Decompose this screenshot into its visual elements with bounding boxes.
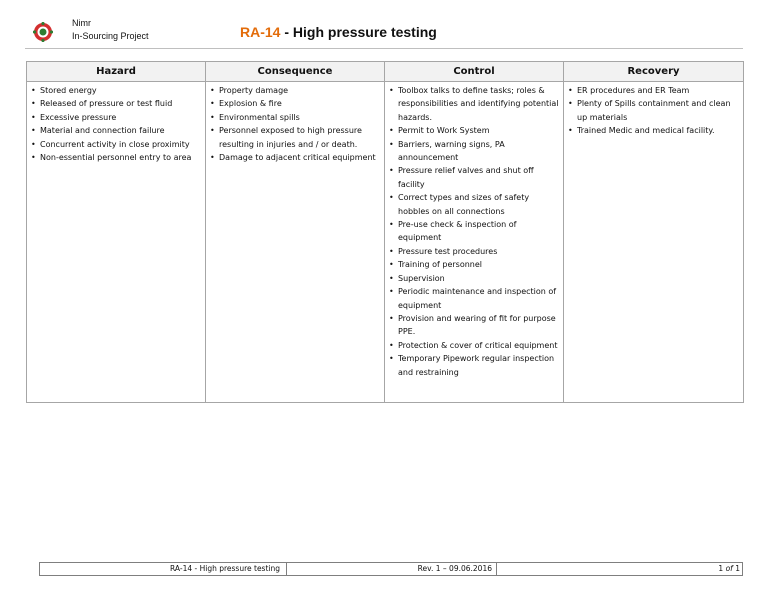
- control-item: [389, 124, 560, 137]
- table-row: [27, 82, 744, 403]
- bullet-icon: •: [389, 139, 394, 149]
- page-footer: [39, 562, 743, 576]
- bullet-icon: •: [31, 153, 36, 163]
- control-item: [389, 191, 560, 218]
- control-item: [389, 245, 560, 258]
- consequence-item: [210, 124, 381, 151]
- list-item-text: Supervision: [398, 273, 445, 283]
- bullet-icon: •: [389, 126, 394, 136]
- bullet-icon: •: [31, 139, 36, 149]
- company-line-1: Nimr: [72, 18, 91, 28]
- list-item-text: Provision and wearing of fit for purpose PPE.: [398, 313, 556, 337]
- list-item-text: ER procedures and ER Team: [577, 86, 690, 95]
- bullet-icon: •: [389, 193, 394, 203]
- hazard-item: [31, 151, 202, 164]
- bullet-icon: •: [210, 99, 215, 109]
- consequence-item: [210, 84, 381, 97]
- bullet-icon: •: [389, 220, 394, 230]
- list-item-text: Pressure relief valves and shut off facility: [398, 166, 534, 189]
- bullet-icon: •: [31, 86, 36, 95]
- title-separator: -: [280, 24, 293, 40]
- list-item-text: Damage to adjacent critical equipment: [219, 153, 376, 163]
- list-item-text: Pressure test procedures: [398, 246, 498, 256]
- bullet-icon: •: [389, 86, 394, 95]
- document-code: RA-14: [240, 24, 281, 40]
- bullet-icon: •: [31, 99, 36, 109]
- hazard-list: [31, 84, 202, 164]
- list-item-text: Periodic maintenance and inspection of equipment: [398, 287, 557, 310]
- consequence-cell: [206, 82, 385, 403]
- bullet-icon: •: [210, 86, 215, 95]
- header-consequence: Consequence: [206, 62, 385, 82]
- list-item-text: Barriers, warning signs, PA announcement: [398, 139, 505, 163]
- page-header: [0, 0, 768, 52]
- list-item-text: Concurrent activity in close proximity: [40, 139, 190, 149]
- company-logo: [33, 22, 53, 42]
- hazard-item: [31, 124, 202, 137]
- bullet-icon: •: [568, 86, 573, 95]
- control-item: [389, 352, 560, 379]
- consequence-item: [210, 97, 381, 110]
- list-item-text: Environmental spills: [219, 112, 300, 122]
- page-of: of: [725, 564, 733, 573]
- recovery-cell: [564, 82, 744, 403]
- list-item-text: Excessive pressure: [40, 112, 117, 122]
- hazard-item: [31, 111, 202, 124]
- list-item-text: Material and connection failure: [40, 126, 165, 136]
- control-item: [389, 258, 560, 271]
- document-title: [240, 24, 437, 40]
- list-item-text: Protection & cover of critical equipment: [398, 340, 558, 350]
- list-item-text: Pre-use check & inspection of equipment: [398, 220, 517, 243]
- list-item-text: Permit to Work System: [398, 126, 490, 136]
- recovery-item: [568, 97, 740, 124]
- header-hazard: Hazard: [27, 62, 206, 82]
- control-item: [389, 272, 560, 285]
- hazard-item: [31, 97, 202, 110]
- table-header-row: [27, 62, 744, 82]
- bullet-icon: •: [31, 112, 36, 122]
- consequence-item: [210, 151, 381, 164]
- consequence-list: [210, 84, 381, 164]
- bullet-icon: •: [389, 166, 394, 176]
- bullet-icon: •: [210, 153, 215, 163]
- page-total: 1: [735, 564, 740, 573]
- bullet-icon: •: [568, 99, 573, 109]
- hazard-item: [31, 138, 202, 151]
- recovery-list: [568, 84, 740, 138]
- hazard-cell: [27, 82, 206, 403]
- recovery-item: [568, 84, 740, 97]
- control-item: [389, 164, 560, 191]
- control-item: [389, 218, 560, 245]
- bullet-icon: •: [210, 112, 215, 122]
- bullet-icon: •: [389, 260, 394, 270]
- list-item-text: Stored energy: [40, 86, 97, 95]
- list-item-text: Temporary Pipework regular inspection and restraining: [398, 354, 555, 377]
- list-item-text: Property damage: [219, 86, 289, 95]
- bullet-icon: •: [389, 287, 394, 297]
- recovery-item: [568, 124, 740, 137]
- footer-page-number: [497, 563, 742, 575]
- control-cell: [385, 82, 564, 403]
- bullet-icon: •: [389, 340, 394, 350]
- footer-revision: Rev. 1 – 09.06.2016: [287, 563, 497, 575]
- footer-doc-ref: RA-14 - High pressure testing: [40, 563, 287, 575]
- list-item-text: Toolbox talks to define tasks; roles & responsibilities and identifying potential hazards.: [398, 86, 559, 122]
- control-item: [389, 285, 560, 312]
- control-item: [389, 84, 560, 124]
- control-item: [389, 138, 560, 165]
- list-item-text: Correct types and sizes of safety hobbles on all connections: [398, 193, 530, 216]
- consequence-item: [210, 111, 381, 124]
- bullet-icon: •: [389, 313, 394, 323]
- control-list: [389, 84, 560, 379]
- company-name: [72, 17, 149, 43]
- list-item-text: Trained Medic and medical facility.: [577, 126, 715, 136]
- bullet-icon: •: [568, 126, 573, 136]
- bullet-icon: •: [31, 126, 36, 136]
- list-item-text: Explosion & fire: [219, 99, 282, 109]
- bullet-icon: •: [389, 354, 394, 364]
- hazard-item: [31, 84, 202, 97]
- risk-assessment-table: [26, 61, 744, 403]
- list-item-text: Released of pressure or test fluid: [40, 99, 173, 109]
- document-title-text: High pressure testing: [292, 24, 437, 40]
- list-item-text: Training of personnel: [398, 260, 482, 270]
- bullet-icon: •: [389, 273, 394, 283]
- bullet-icon: •: [389, 246, 394, 256]
- list-item-text: Plenty of Spills containment and clean up materials: [577, 99, 731, 122]
- header-divider: [25, 48, 743, 49]
- list-item-text: Non-essential personnel entry to area: [40, 153, 192, 163]
- bullet-icon: •: [210, 126, 215, 136]
- header-recovery: Recovery: [564, 62, 744, 82]
- list-item-text: Personnel exposed to high pressure resulting in injuries and / or death.: [219, 126, 362, 149]
- control-item: [389, 312, 560, 339]
- header-control: Control: [385, 62, 564, 82]
- page-current: 1: [718, 564, 724, 573]
- control-item: [389, 339, 560, 352]
- company-line-2: In-Sourcing Project: [72, 31, 149, 41]
